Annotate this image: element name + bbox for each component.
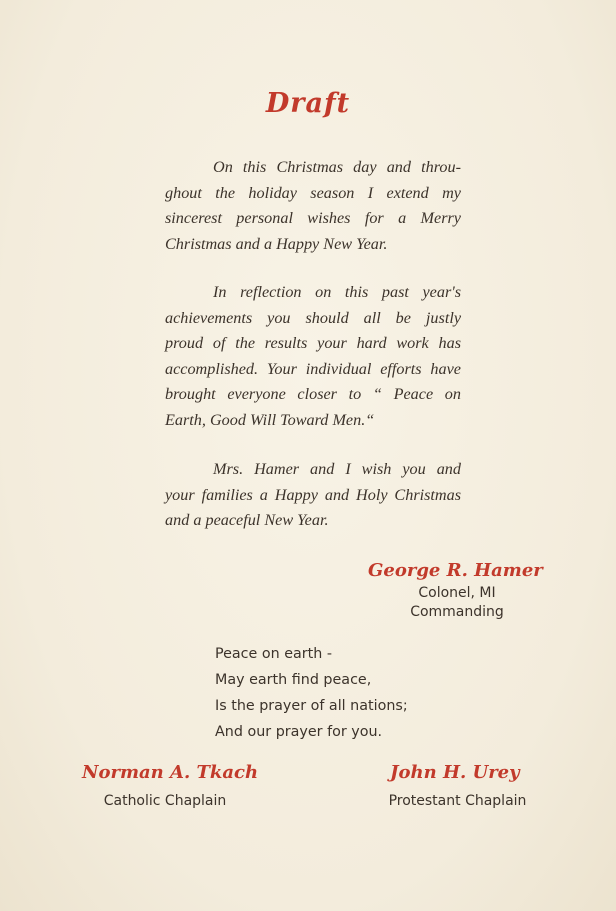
greeting-paragraph bbox=[165, 155, 461, 257]
wishes-paragraph bbox=[165, 457, 461, 534]
catholic-chaplain-signature: Norman A. Tkach bbox=[82, 762, 259, 783]
paragraph-line: brought everyone closer to “ Peace on bbox=[165, 385, 461, 403]
paragraph-line: your families a Happy and Holy Christmas bbox=[165, 485, 461, 504]
commander-title: Commanding bbox=[410, 604, 504, 620]
paragraph-line: accomplished. Your individual efforts have bbox=[165, 359, 461, 378]
poem-line: Is the prayer of all nations; bbox=[215, 698, 408, 714]
protestant-chaplain-title: Protestant Chaplain bbox=[388, 793, 527, 809]
poem bbox=[215, 641, 408, 745]
paragraph-line: Christmas and a Happy New Year. bbox=[165, 234, 388, 253]
paragraph-line: proud of the results your hard work has bbox=[165, 334, 461, 352]
commander-signature: George R. Hamer bbox=[368, 560, 543, 581]
catholic-chaplain-title: Catholic Chaplain bbox=[103, 793, 227, 809]
poem-line: Peace on earth - bbox=[215, 646, 333, 662]
commander-signature-block bbox=[402, 584, 512, 622]
paragraph-line: In reflection on this past year's bbox=[213, 283, 461, 301]
paragraph-line: Mrs. Hamer and I wish you and bbox=[213, 460, 461, 478]
paragraph-line: sincerest personal wishes for a Merry bbox=[165, 209, 461, 227]
reflection-paragraph bbox=[165, 280, 461, 433]
protestant-chaplain-signature: John H. Urey bbox=[390, 762, 520, 783]
paragraph-line: On this Christmas day and throu- bbox=[213, 158, 461, 176]
commander-rank: Colonel, MI bbox=[418, 585, 496, 601]
poem-line: May earth find peace, bbox=[215, 672, 372, 688]
paragraph-line: achievements you should all be justly bbox=[165, 308, 461, 327]
poem-line: And our prayer for you. bbox=[215, 724, 383, 740]
paragraph-line: ghout the holiday season I extend my bbox=[165, 183, 461, 202]
draft-title: Draft bbox=[265, 88, 351, 119]
paragraph-line: Earth, Good Will Toward Men.“ bbox=[165, 410, 375, 429]
paragraph-line: and a peaceful New Year. bbox=[165, 511, 329, 529]
